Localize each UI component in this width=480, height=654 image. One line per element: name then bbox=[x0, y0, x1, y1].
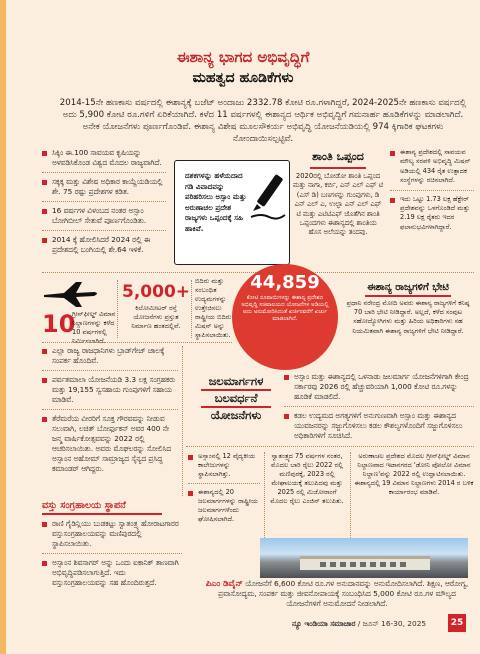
circle-number: 44,859 bbox=[250, 272, 320, 293]
left-column-top bbox=[42, 148, 166, 255]
right-column bbox=[390, 148, 474, 232]
circle-text: ಕೋಟಿ ರೂಪಾಯಿಗಳನ್ನು ಈಶಾನ್ಯ ಪ್ರದೇಶದ ಅಭಿವೃದ್ಧಿ ಸಚಿವಾಲಯದ ಯೋಜನೆಗಳ ಅಡಿಯಲ್ಲಿ ಅದು ಅನುಮೋದಿಸಿದಂತೆ ಖರ್ಚಿನವರೆಗೆ ಖರ್ಚು ಮಾಡಲಾಗಿದೆ. bbox=[241, 295, 329, 322]
expenditure-circle bbox=[232, 264, 338, 370]
medical-column bbox=[188, 452, 260, 524]
list-item: ಸಿಕ್ಕಿಂ ಈ.100 ಸಾವಯವ ಕೃಷಿಯನ್ನು ಅಳವಡಿಸಿಕೊಂಡ ವಿಶ್ವದ ಮೊದಲ ರಾಜ್ಯವಾಗಿದೆ. bbox=[42, 148, 166, 168]
airports-text: ಗ್ರೀನ್‌ಫೀಲ್ಡ್ ವಿಮಾನ ನಿಲ್ದಾಣಗಳನ್ನು ಕಳೆದ 10 ವರ್ಷಗಳಲ್ಲಿ ನಿರ್ಮಿಸಲಾಗಿದೆ. bbox=[72, 310, 116, 345]
border-dispute-callout bbox=[174, 160, 290, 265]
pm-devine-lead: ಪಿಎಂ ಡಿವೈನ್ bbox=[205, 578, 243, 588]
list-item: 2014 ಕ್ಕೆ ಹೋಲಿಸಿದರೆ 2024 ರಲ್ಲಿ ಈ ಪ್ರದೇಶದಲ್ಲಿ ಬಂಗಿಯಲ್ಲಿ ಶೇ.64 ಇಳಿಕೆ. bbox=[42, 235, 166, 255]
airplane-icon bbox=[42, 280, 102, 308]
pm-devine-text: ಯೋಜನೆಗೆ 6,600 ಕೋಟಿ ರೂ.ಗಳ ಅನುದಾನವನ್ನು ಅನುಮೋದಿಸಲಾಗಿದೆ. ಶಿಕ್ಷಣ, ಆರೋಗ್ಯ, ಪ್ರವಾಸೋದ್ಯಮ, ಸಂಪರ್ಕ ಮತ್ತು ಜೀವನೋಪಾಯಕ್ಕೆ ಸಂಬಂಧಿಸಿದ 5,000 ಕೋಟಿ ರೂ.ಗಳ ಮೌಲ್ಯದ ಯೋಜನೆಗಳಿಗೆ ಅನುಮೋದನೆ ನೀಡಲಾಗಿದೆ. bbox=[218, 579, 469, 608]
bamboo-text: ಬಿದಿರು ಮತ್ತು ಸಂಬಂಧಿತ ಉದ್ಯಮಗಳನ್ನು ಉತ್ತೇಜಿಸಲು ರಾಷ್ಟ್ರೀಯ ಬಿದಿರು ಮಿಷನ್ ಅನ್ನು ಸ್ಥಾಪಿಸಲಾಯಿತು. bbox=[195, 277, 232, 339]
airport-note: ಅರುಣಾಚಲ ಪ್ರದೇಶದ ಮೊದಲ ಗ್ರೀನ್‌ಫೀಲ್ಡ್ ವಿಮಾನ ನಿಲ್ದಾಣವಾದ ಇಟಾನಗರದ 'ಡೋನಿ ಪೋಲೋ ವಿಮಾನ ನಿಲ್ದಾಣ'ವನ್ನು 2022 ರಲ್ಲಿ ಉದ್ಘಾಟಿಸಲಾಯಿತು. ಈಶಾನ್ಯದಲ್ಲಿ 19 ವಿಮಾನ ನಿಲ್ದಾಣಗಳು 2014 ರ ಬಳಿಕ ಕಾರ್ಯಾರಂಭ ಮಾಡಿವೆ. bbox=[354, 452, 474, 496]
left-column-lower bbox=[42, 346, 178, 474]
list-item: ಎಲ್ಲಾ ರಾಜ್ಯ ರಾಜಧಾನಿಗಳು ಬ್ರಾಡ್‌ಗೇಜ್ ಜಾಲಕ್ಕೆ ಸಂಪರ್ಕ ಹೊಂದಿವೆ. bbox=[42, 346, 178, 366]
list-item: ಅಸ್ಸಾಂನಲ್ಲಿ 12 ವೈದ್ಯಕೀಯ ಕಾಲೇಜುಗಳನ್ನು ಸ್ಥಾಪಿಸಲಾಗಿತ್ತು. bbox=[188, 452, 260, 479]
list-item: ಅಸ್ಸಾಂನ ಶಿವಸಾಗರ್ ಅನ್ನು ಒಂದು ಐಕಾನಿಕ್ ತಾಣವಾಗಿ ಅಭಿವೃದ್ಧಿಪಡಿಸಲಾಗುತ್ತಿದೆ. ಇದು ವಸ್ತುಸಂಗ್ರಹಾಲಯವನ್ನು ಸಹ ಹೊಂದಿರುತ್ತದೆ. bbox=[42, 558, 182, 588]
page-title bbox=[6, 48, 480, 86]
title-line-2: ಮಹತ್ವದ ಹೂಡಿಕೆಗಳು bbox=[192, 70, 294, 86]
page-number: 25 bbox=[448, 614, 466, 632]
list-item: ಕಡಲ ಉದ್ಯಮದ ಅಗತ್ಯಗಳಿಗೆ ಅನುಗುಣವಾಗಿ ಅಸ್ಸಾಂ ಮತ್ತು ಈಶಾನ್ಯದ ಯುವಜನರನ್ನು ಸಜ್ಜುಗೊಳಿಸಲು ಕಡಲ ಕೌಶಲ್ಯಗಳೊಂದಿಗೆ ಸಜ್ಜುಗೊಳಿಸಲು ಅಧಿಕಾರಿಗಳಿಗೆ ಸೂಚಿಸಿದೆ. bbox=[284, 411, 474, 441]
list-item: 16 ವರ್ಷಗಳ ವಿಳಂಬದ ನಂತರ ಅಸ್ಸಾಂ ಬೋಗಿಬೀಲ್ ಸೇತುವೆ ಪೂರ್ಣಗೊಂಡಿತು. bbox=[42, 206, 166, 226]
waterways-title-line-3: ಯೋಜನೆಗಳು bbox=[210, 408, 262, 422]
waterways-list bbox=[284, 372, 474, 441]
list-item: ಈಶಾನ್ಯ ಪ್ರದೇಶದಲ್ಲಿ ಸಾವಯವ ಮೌಲ್ಯ ಸರಪಳಿ ಅಭಿವೃದ್ಧಿ ಮಿಷನ್ ಅಡಿಯಲ್ಲಿ 434 ರೈತ ಉತ್ಪಾದಕ ಸಂಸ್ಥೆಗಳನ್ನು ರಚಿಸಲಾಗಿದೆ. bbox=[390, 148, 474, 186]
airports-number: 10 bbox=[42, 310, 76, 338]
railway-text: ಸ್ವಾತಂತ್ರ್ಯದ 75 ವರ್ಷಗಳ ನಂತರ, ಮೊದಲ ಬಾರಿ ರೈಲು 2022 ರಲ್ಲಿ ಮಣಿಪುರಕ್ಕೆ, 2023 ರಲ್ಲಿ ಮೇಘಾಲಯಕ್ಕೆ ತಲುಪಿದವು ಮತ್ತು 2025 ರಲ್ಲಿ ಮಿಜೋರಾಂಗೆ ಮೊದಲ ರೈಲು ಎಂಜಿನ್ ತಲುಪಿತು. bbox=[270, 452, 344, 505]
visits-text: ಪ್ರಧಾನಿ ನರೇಂದ್ರ ಮೋದಿ ಅವರು ಈಶಾನ್ಯ ರಾಜ್ಯಗಳಿಗೆ ಕನಿಷ್ಠ 70 ಬಾರಿ ಭೇಟಿ ನೀಡಿದ್ದಾರೆ. ಅಲ್ಲದೆ, ಕಳೆದ ಸಂಪುಟ ಸಹೋದ್ಯೋಗಿಗಳು ಮತ್ತು ಹಿರಿಯ ಅಧಿಕಾರಿಗಳು ಸಹ ನಿಯಮಿತವಾಗಿ ಈಶಾನ್ಯ ರಾಜ್ಯಗಳಿಗೆ ಭೇಟಿ ನೀಡಿದ್ದಾರೆ. bbox=[346, 299, 470, 335]
list-item: ಈಶಾನ್ಯದಲ್ಲಿ 20 ಜಲಮಾರ್ಗಗಳನ್ನು ರಾಷ್ಟ್ರೀಯ ಜಲಮಾರ್ಗಗಳೆಂದು ಘೋಷಿಸಲಾಗಿದೆ. bbox=[188, 488, 260, 524]
museums-title: ವಸ್ತು ಸಂಗ್ರಹಾಲಯ ಸ್ಥಾಪನೆ bbox=[42, 500, 126, 511]
list-item: ಇದು ಒಟ್ಟು 1.73 ಲಕ್ಷ ಹೆಕ್ಟೇರ್ ಪ್ರದೇಶವನ್ನು ಒಳಗೊಂಡಿದೆ ಮತ್ತು 2.19 ಲಕ್ಷ ರೈತರು ಇದರ ಫಲಾನುಭವಿಗಳಾಗಿದ್ದಾರೆ. bbox=[390, 195, 474, 233]
waterways-title bbox=[190, 374, 282, 423]
km-number: 5,000+ bbox=[122, 282, 191, 302]
pm-devine-paragraph bbox=[202, 578, 472, 609]
title-line-1: ಈಶಾನ್ಯ ಭಾಗದ ಅಭಿವೃದ್ಧಿಗೆ bbox=[176, 48, 310, 66]
intro-paragraph: 2014-15ನೇ ಹಣಕಾಸು ವರ್ಷದಲ್ಲಿ ಈಶಾನ್ಯಕ್ಕೆ ಬಜೆಟ್ ಅಂದಾಜು 2332.78 ಕೋಟಿ ರೂ.ಗಳಾಗಿದ್ದರೆ, 2024-2025ನೇ ಹಣಕಾಸು ವರ್ಷದಲ್ಲಿ ಅದು 5,900 ಕೋಟಿ ರೂ.ಗಳಿಗೆ ಏರಿಕೆಯಾಗಿದೆ. ಕಳೆದ 11 ವರ್ಷಗಳಲ್ಲಿ ಈಶಾನ್ಯದ ಆರ್ಥಿಕ ಅಭಿವೃದ್ಧಿಗೆ ಗಮನಾರ್ಹ ಹೂಡಿಕೆಗಳನ್ನು ಮಾಡಲಾಗಿದೆ. ಅನೇಕ ಯೋಜನೆಗಳು ಪೂರ್ಣಗೊಂಡಿವೆ. ಈಶಾನ್ಯ ವಿಶೇಷ ಮೂಲಸೌಕರ್ಯ ಅಭಿವೃದ್ಧಿ ಯೋಜನೆಯಡಿಯಲ್ಲಿ 974 ಕ್ಕಿಗಾರಿಕ ಘಟಕಗಳು ನೋಂದಾಯಿಸಲ್ಪಟ್ಟಿವೆ. bbox=[59, 98, 467, 144]
visits-section bbox=[342, 282, 474, 336]
waterways-title-line-2: ಬಲವರ್ಧನೆ bbox=[214, 391, 258, 405]
footer-source: ನ್ಯೂ ಇಂಡಿಯಾ ಸಮಾಚಾರ bbox=[292, 619, 356, 628]
footer bbox=[292, 619, 426, 629]
visits-title: ಈಶಾನ್ಯ ರಾಜ್ಯಗಳಿಗೆ ಭೇಟಿ bbox=[367, 282, 449, 293]
km-text: ಕಿಲೋಮೀಟರ್ ರಸ್ತೆ ಯೋಜನೆಗಳು ಪ್ರಸ್ತುತ ನಿರ್ಮಾಣ ಹಂತದಲ್ಲಿವೆ. bbox=[131, 304, 181, 330]
waterways-title-line-1: ಜಲಮಾರ್ಗಗಳ bbox=[208, 374, 264, 388]
list-item: ರಾಣಿ ಗೈಡಿನ್ಲಿಯು ಬುಡಕಟ್ಟು ಸ್ವಾತಂತ್ರ್ಯ ಹೋರಾಟಗಾರರ ವಸ್ತುಸಂಗ್ರಹಾಲಯವನ್ನು ಮಣಿಪುರದಲ್ಲಿ ಸ್ಥಾಪಿಸಲಾಯಿತು. bbox=[42, 519, 182, 549]
peace-accord-section bbox=[292, 150, 384, 238]
list-item: ತೆರೆಮರೆಯ ವೀರರಿಗೆ ಸೂಕ್ತ ಗೌರವವನ್ನು ನೀಡುವ ಸಲುವಾಗಿ, ಲಚಿತ್ ಬೋರ್ಫುಕನ್ ಅವರ 400 ನೇ ಜನ್ಮ ವಾರ್ಷಿಕೋತ್ಸವವನ್ನು 2022 ರಲ್ಲಿ ಆಚರಿಸಲಾಯಿತು. ಅವರು ಮೊಘಲರನ್ನು ಸೋಲಿಸಿದ ಅಸ್ಸಾಂನ ಅಹೋಮ್ ಸಾಮ್ರಾಜ್ಯದ ಸೈನ್ಯದ ಪ್ರಸಿದ್ಧ ಕಮಾಂಡರ್ ಆಗಿದ್ದರು. bbox=[42, 414, 178, 474]
peace-text: 2020ರಲ್ಲಿ ಬೋಡೋ ಶಾಂತಿ ಒಪ್ಪಂದ ಮತ್ತು ನಾಗಾ, ಕರ್ಬಿ, ಎನ್ ಎಲ್ ಎಫ್ ಟಿ (ಎಸ್ ಡಿ) ಬಣಗಳನ್ನು ಗುಂಪುಗಳು, ಡಿ ಎನ್ ಎಲ್ ಎ, ಉಲ್ಫಾ ಎನ್ ಎಲ್ ಎಫ್ ಟಿ ಮತ್ತು ಎಟಿಟಿಎಫ್ ಜೊತೆಗಿನ ಶಾಂತಿ ಒಪ್ಪಂದಗಳು ಈಶಾನ್ಯದಲ್ಲಿ ಶಾಂತಿಯ ಹೊಸ ಅಲೆಯನ್ನು ತಂದವು. bbox=[292, 172, 384, 237]
list-item: ಪರ್ವತಮಾಲಾ ಯೋಜನೆಯಡಿ 3.3 ಲಕ್ಷ ಸಂಗ್ರಹಕರು ಮತ್ತು 19,155 ಸ್ವಸಹಾಯ ಗುಂಪುಗಳಿಗೆ ಸಹಾಯ ಮಾಡಿವೆ. bbox=[42, 375, 178, 405]
page-edge-bar bbox=[0, 0, 6, 654]
museums-section bbox=[42, 500, 182, 588]
peace-title: ಶಾಂತಿ ಒಪ್ಪಂದ bbox=[312, 150, 364, 163]
list-item: ಸಕ್ಕಕ್ಕ ಮತ್ತು ವಿಶೇಷ ಅಧಿಕಾರ ಕಾಯ್ದೆಯಡಿಯಲ್ಲಿ ಶೇ. 75 ರಷ್ಟು ಪ್ರದೇಶಗಳ ಕಡಿತ. bbox=[42, 177, 166, 197]
pen-writing-icon bbox=[247, 171, 287, 221]
list-item: ಅಸ್ಸಾಂ ಮತ್ತು ಈಶಾನ್ಯದಲ್ಲಿ ಒಳನಾಡು ಜಲಮಾರ್ಗ ಯೋಜನೆಗಳಿಗಾಗಿ ಕೇಂದ್ರ ಸರ್ಕಾರವು 2026 ರಲ್ಲಿ ಹೆಚ್ಚುವರಿಯಾಗಿ 1,000 ಕೋಟಿ ರೂ.ಗಳನ್ನು ಹೂಡಿಕೆ ಮಾಡಲಿದೆ. bbox=[284, 372, 474, 402]
footer-date: / ಜೂನ್ 16-30, 2025 bbox=[355, 619, 427, 628]
callout-text: ದಶಕಗಳನ್ನು ಹಳೆಯದಾದ ಗಡಿ ವಿವಾದವನ್ನು ಪರಿಹರಿಸಲು ಅಸ್ಸಾಂ ಮತ್ತು ಅರುಣಾಚಲ ಪ್ರದೇಶ ರಾಜ್ಯಗಳು ಒಪ್ಪಂದಕ್ಕೆ ಸಹಿ ಹಾಕಿವೆ. bbox=[185, 171, 247, 233]
airport-photo bbox=[260, 538, 468, 578]
